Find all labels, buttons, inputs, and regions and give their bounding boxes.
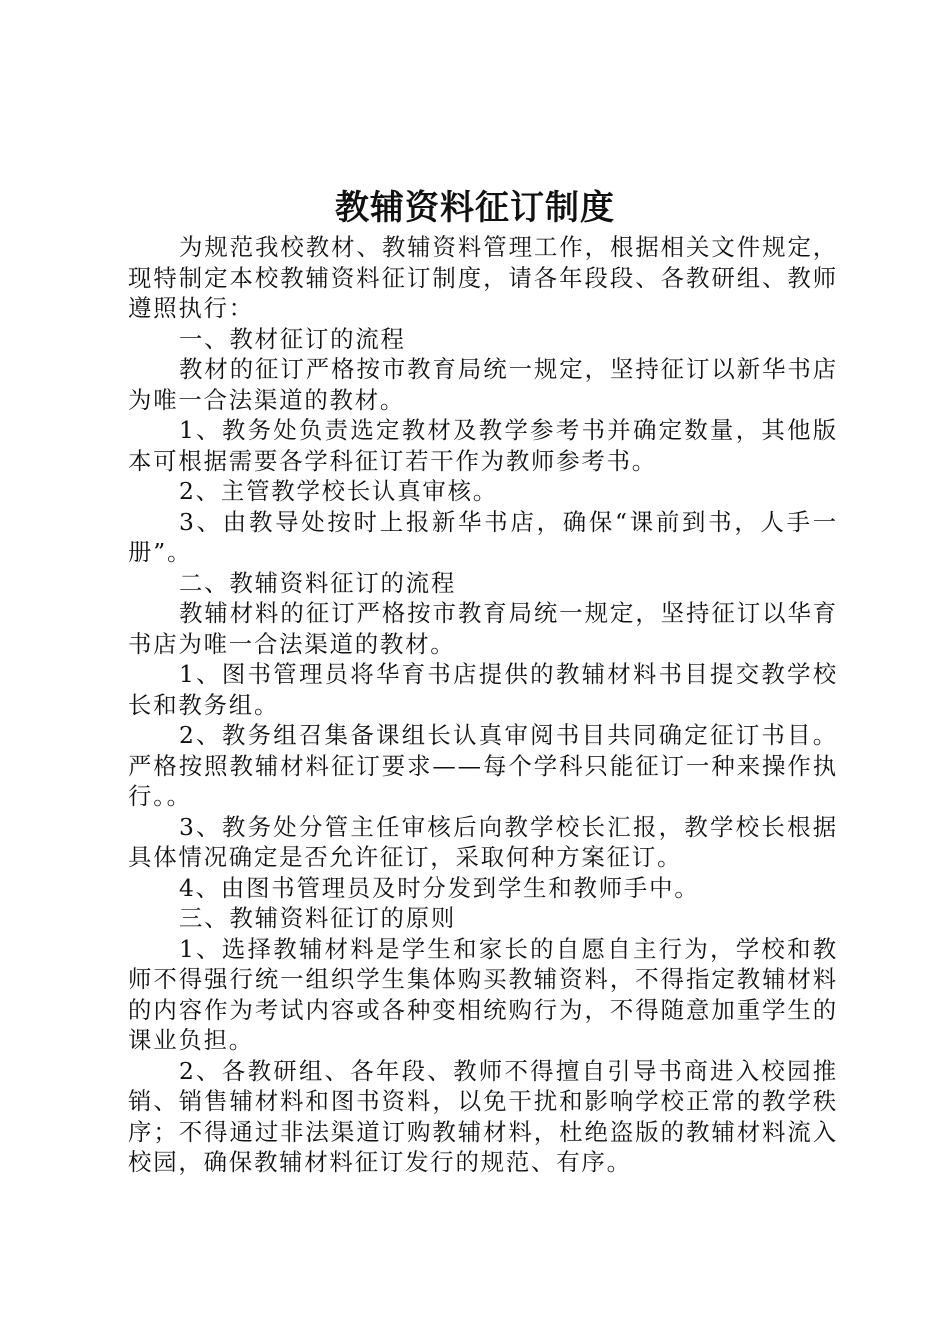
document-title: 教辅资料征订制度: [335, 188, 615, 228]
list-item: 3、教务处分管主任审核后向教学校长汇报，教学校长根据具体情况确定是否允许征订，采取何种方案征订。: [128, 812, 838, 871]
paragraph: 教辅材料的征订严格按市教育局统一规定，坚持征订以华育书店为唯一合法渠道的教材。: [128, 599, 838, 658]
list-item: 1、图书管理员将华育书店提供的教辅材料书目提交教学校长和教务组。: [128, 660, 838, 719]
section-heading-1: 一、教材征订的流程: [179, 324, 406, 353]
section-heading-3: 三、教辅资料征订的原则: [179, 904, 457, 932]
list-item: 4、由图书管理员及时分发到学生和教师手中。: [179, 873, 700, 902]
list-item: 2、各教研组、各年段、教师不得擅自引导书商进入校园推销、销售辅材料和图书资料，以免干扰和影响学校正常的教学秩序；不得通过非法渠道订购教辅材料，杜绝盗版的教辅材料流入校园，确保教辅材料征订发行的规范、有序。: [128, 1056, 838, 1176]
list-item: 2、主管教学校长认真审核。: [179, 477, 498, 505]
section-heading-2: 二、教辅资料征订的流程: [179, 568, 457, 597]
list-item: 1、选择教辅材料是学生和家长的自愿自主行为，学校和教师不得强行统一组织学生集体购买教辅资料，不得指定教辅材料的内容作为考试内容或各种变相统购行为，不得随意加重学生的课业负担。: [128, 934, 838, 1054]
document-body: [128, 232, 838, 1178]
list-item: 3、由教导处按时上报新华书店，确保“课前到书，人手一册”。: [128, 507, 838, 566]
list-item: 2、教务组召集备课组长认真审阅书目共同确定征订书目。严格按照教辅材料征订要求——每个学科只能征订一种来操作执行。。: [128, 721, 838, 810]
list-item: 1、教务处负责选定教材及教学参考书并确定数量，其他版本可根据需要各学科征订若干作为教师参考书。: [128, 416, 838, 475]
paragraph-intro: 为规范我校教材、教辅资料管理工作，根据相关文件规定，现特制定本校教辅资料征订制度，请各年段段、各教研组、教师遵照执行：: [128, 233, 838, 322]
paragraph: 教材的征订严格按市教育局统一规定，坚持征订以新华书店为唯一合法渠道的教材。: [128, 355, 838, 414]
